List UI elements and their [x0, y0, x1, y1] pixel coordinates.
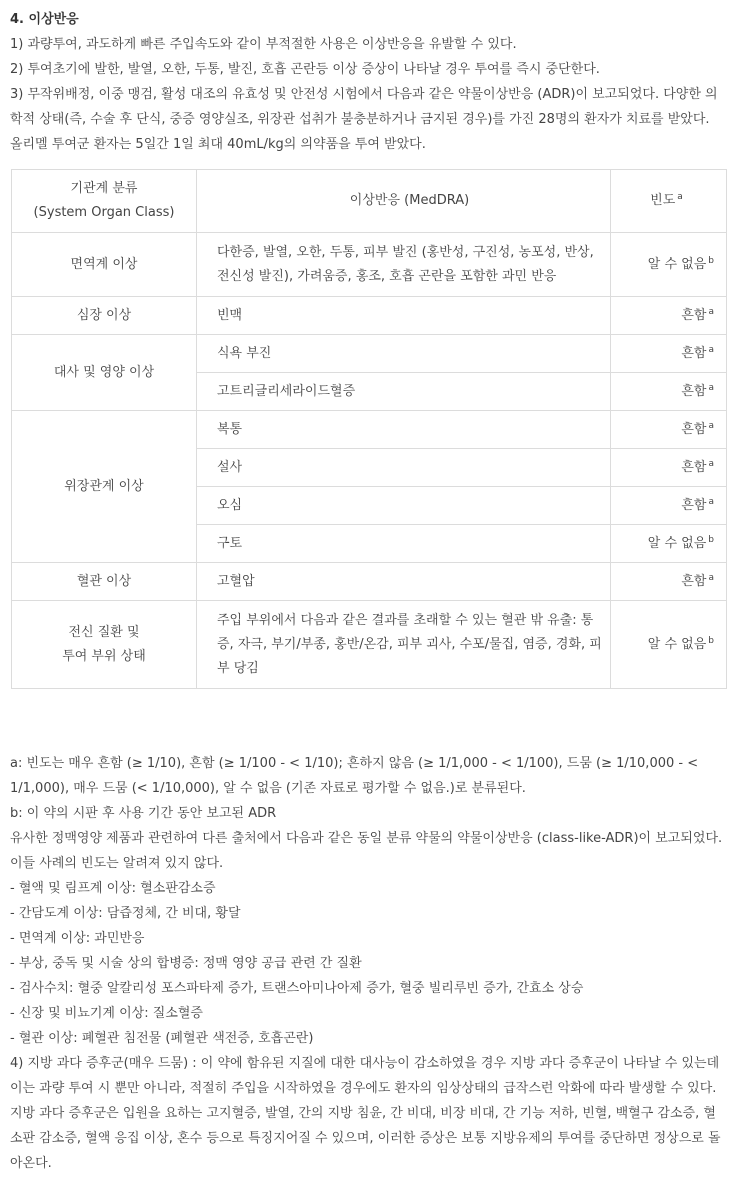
header-frequency-sup: a	[677, 192, 683, 202]
table-header-row	[12, 170, 727, 233]
frequency-cell	[611, 601, 727, 689]
soc-line2: 투여 부위 상태	[62, 648, 146, 664]
intro-paragraph-1: 1) 과량투여, 과도하게 빠른 주입속도와 같이 부적절한 사용은 이상반응을 유발할 수 있다.	[10, 37, 517, 52]
soc-cell: 혈관 이상	[12, 563, 197, 601]
soc-line1: 전신 질환 및	[68, 624, 140, 640]
class-adr-item: - 부상, 중독 및 시술 상의 합병증: 정맥 영양 공급 관련 간 질환	[10, 956, 362, 971]
frequency-label: 흔함	[681, 421, 707, 437]
frequency-sup: a	[708, 572, 714, 583]
frequency-label: 흔함	[681, 345, 707, 361]
reaction-cell: 주입 부위에서 다음과 같은 결과를 초래할 수 있는 혈관 밖 유출: 통증, 자극, 부기/부종, 홍반/온감, 피부 괴사, 수포/물집, 염증, 경화, 피부 당김	[197, 601, 611, 689]
frequency-sup: b	[708, 635, 714, 646]
reaction-cell: 고트리글리세라이드혈증	[197, 373, 611, 411]
header-soc	[12, 170, 197, 233]
soc-cell: 심장 이상	[12, 297, 197, 335]
header-soc-line1: 기관계 분류	[70, 181, 138, 196]
class-adr-item: - 혈액 및 림프계 이상: 혈소판감소증	[10, 881, 216, 896]
frequency-sup: a	[708, 420, 714, 431]
frequency-sup: b	[708, 255, 714, 266]
header-soc-line2: (System Organ Class)	[33, 205, 175, 220]
soc-cell	[12, 601, 197, 689]
frequency-cell	[611, 525, 727, 563]
soc-cell: 대사 및 영양 이상	[12, 335, 197, 411]
fat-overload-paragraph: 4) 지방 과다 증후군(매우 드뭄) : 이 약에 함유된 지질에 대한 대사능이 감소하였을 경우 지방 과다 증후군이 나타날 수 있는데 이는 과량 투여 시 뿐만 아니라, 적절히 주입을 시작하였을 경우에도 환자의 임상상태의 급작스런 악화에 따라 발생할 수 있다. 지방 과다 증후군은 입원을 요하는 고지혈증, 발열, 간의 지방 침윤, 간 비대, 비장 비대, 간 기능 저하, 빈혈, 백혈구 감소증, 혈소판 감소증, 혈액 응집 이상, 혼수 등으로 특징지어질 수 있으며, 이러한 증상은 보통 지방유제의 투여를 중단하면 정상으로 돌아온다.	[10, 1056, 721, 1171]
class-adr-item: - 신장 및 비뇨기계 이상: 질소혈증	[10, 1006, 203, 1021]
frequency-sup: a	[708, 344, 714, 355]
header-reaction: 이상반응 (MedDRA)	[197, 170, 611, 233]
frequency-label: 흔함	[681, 459, 707, 475]
footnotes	[10, 751, 725, 1176]
frequency-cell	[611, 297, 727, 335]
frequency-label: 알 수 없음	[647, 256, 707, 272]
frequency-sup: a	[708, 382, 714, 393]
reaction-cell: 다한증, 발열, 오한, 두통, 피부 발진 (홍반성, 구진성, 농포성, 반상, 전신성 발진), 가려움증, 홍조, 호흡 곤란을 포함한 과민 반응	[197, 233, 611, 297]
table-row	[12, 411, 727, 449]
adr-table	[11, 169, 727, 689]
frequency-label: 흔함	[681, 497, 707, 513]
reaction-cell: 설사	[197, 449, 611, 487]
frequency-sup: a	[708, 458, 714, 469]
frequency-cell	[611, 335, 727, 373]
frequency-sup: b	[708, 534, 714, 545]
reaction-cell: 구토	[197, 525, 611, 563]
frequency-cell	[611, 373, 727, 411]
footnote-a: a: 빈도는 매우 흔함 (≥ 1/10), 흔함 (≥ 1/100 - < 1/10); 흔하지 않음 (≥ 1/1,000 - < 1/100), 드뭄 (≥ 1/10,000 - < 1/1,000), 매우 드뭄 (< 1/10,000), 알 수 없음 (기존 자료로 평가할 수 없음.)로 분류된다.	[10, 756, 699, 796]
intro-paragraph-2: 2) 투여초기에 발한, 발열, 오한, 두통, 발진, 호흡 곤란등 이상 증상이 나타날 경우 투여를 즉시 중단한다.	[10, 62, 600, 77]
footnote-b: b: 이 약의 시판 후 사용 기간 동안 보고된 ADR	[10, 806, 277, 821]
frequency-sup: a	[708, 496, 714, 507]
section-title: 4. 이상반응	[10, 12, 79, 27]
reaction-cell: 식욕 부진	[197, 335, 611, 373]
frequency-cell	[611, 233, 727, 297]
header-frequency-label: 빈도	[650, 193, 676, 208]
table-row	[12, 335, 727, 373]
intro-paragraph-3: 3) 무작위배정, 이중 맹검, 활성 대조의 유효성 및 안전성 시험에서 다음과 같은 약물이상반응 (ADR)이 보고되었다. 다양한 의학적 상태(즉, 수술 후 단식, 중증 영양실조, 위장관 섭취가 불충분하거나 금지된 경우)를 가진 28명의 환자가 치료를 받았다. 올리멜 투여군 환자는 5일간 1일 최대 40mL/kg의 의약품을 투여 받았다.	[10, 87, 718, 152]
frequency-cell	[611, 411, 727, 449]
reaction-cell: 오심	[197, 487, 611, 525]
frequency-cell	[611, 487, 727, 525]
frequency-label: 알 수 없음	[647, 636, 707, 652]
frequency-cell	[611, 449, 727, 487]
reaction-cell: 빈맥	[197, 297, 611, 335]
table-row	[12, 233, 727, 297]
class-adr-intro: 유사한 정맥영양 제품과 관련하여 다른 출처에서 다음과 같은 동일 분류 약물의 약물이상반응 (class-like-ADR)이 보고되었다. 이들 사례의 빈도는 알려져 있지 않다.	[10, 831, 723, 871]
class-adr-item: - 면역계 이상: 과민반응	[10, 931, 145, 946]
header-frequency	[611, 170, 727, 233]
reaction-cell: 복통	[197, 411, 611, 449]
soc-cell: 위장관계 이상	[12, 411, 197, 563]
table-row	[12, 563, 727, 601]
frequency-label: 흔함	[681, 307, 707, 323]
class-adr-item: - 간담도계 이상: 담즙정체, 간 비대, 황달	[10, 906, 241, 921]
frequency-sup: a	[708, 306, 714, 317]
reaction-cell: 고혈압	[197, 563, 611, 601]
frequency-label: 흔함	[681, 383, 707, 399]
frequency-label: 알 수 없음	[647, 535, 707, 551]
class-adr-item: - 혈관 이상: 폐혈관 침전물 (폐혈관 색전증, 호흡곤란)	[10, 1031, 314, 1046]
frequency-cell	[611, 563, 727, 601]
frequency-label: 흔함	[681, 573, 707, 589]
table-row	[12, 601, 727, 689]
class-adr-item: - 검사수치: 혈중 알칼리성 포스파타제 증가, 트랜스아미나아제 증가, 혈중 빌리루빈 증가, 간효소 상승	[10, 981, 584, 996]
soc-cell: 면역계 이상	[12, 233, 197, 297]
table-row	[12, 297, 727, 335]
